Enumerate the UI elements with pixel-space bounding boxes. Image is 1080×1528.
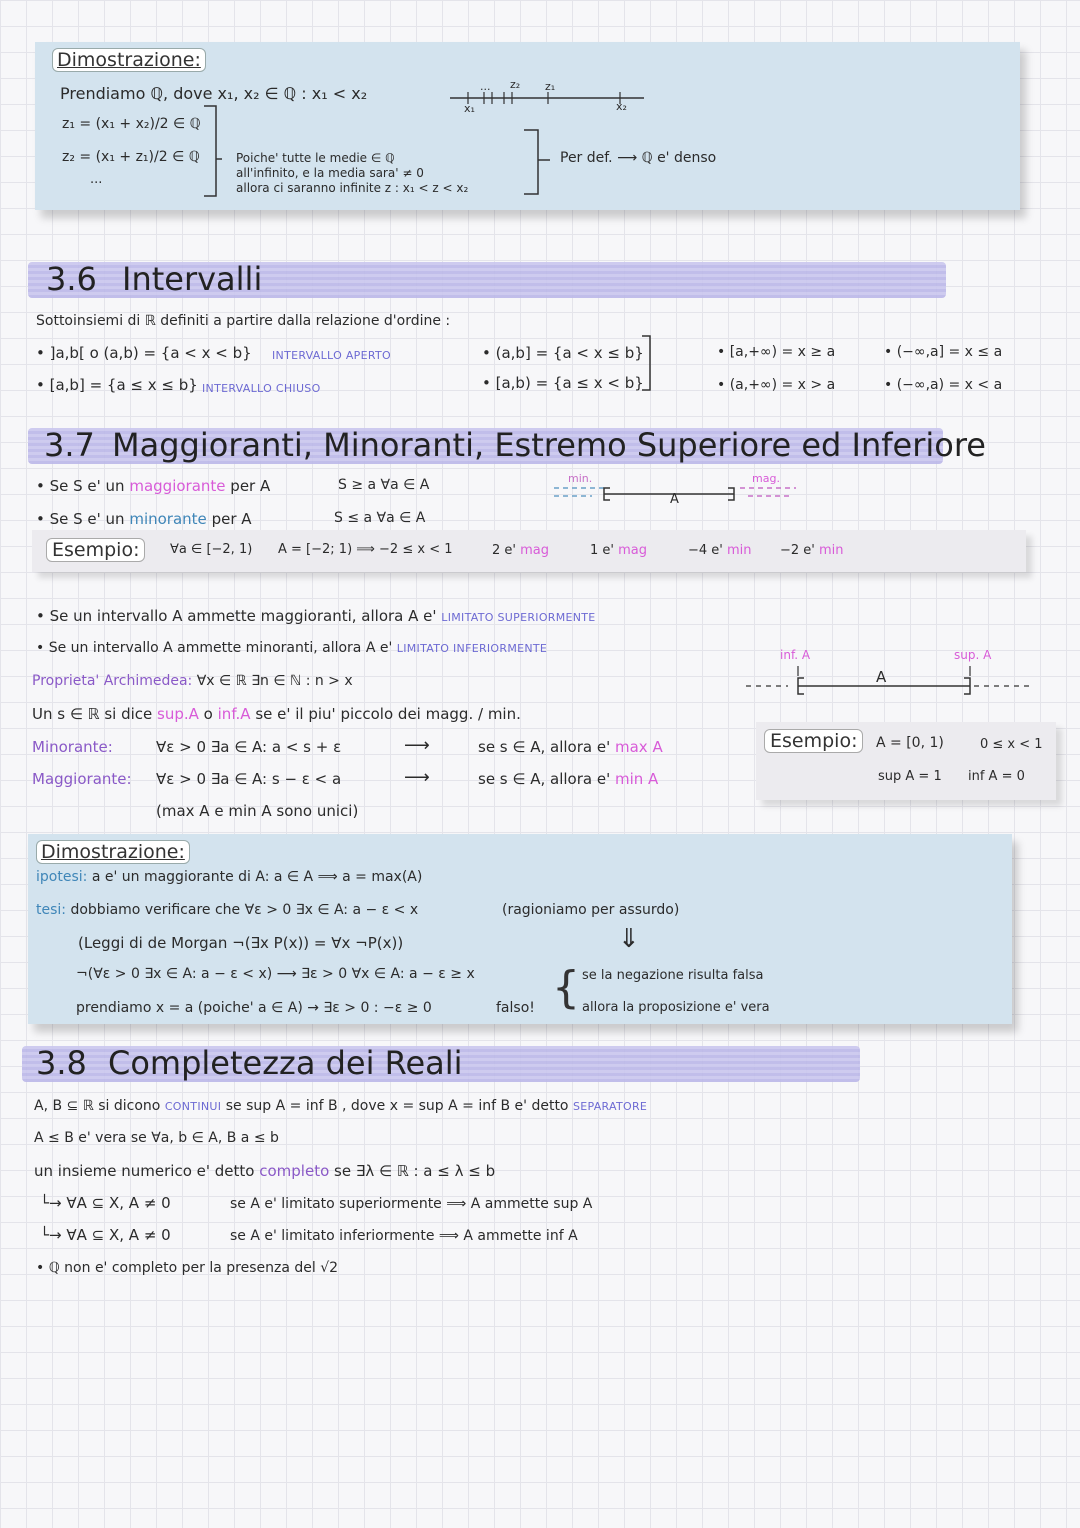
proof-note: allora ci saranno infinite z : x₁ < z < x₂ (236, 181, 469, 195)
text-line: se A e' limitato inferiormente ⟹ A ammette inf A (230, 1228, 578, 1244)
inf-sup-diagram-icon (744, 664, 1034, 700)
text-line: tesi: dobbiamo verificare che ∀ε > 0 ∃x ∈ A: a − ε < x (36, 902, 419, 918)
text-line: • (a,+∞) = x > a (717, 377, 836, 393)
axis-label: x₁ (464, 102, 475, 115)
interval-tag: INTERVALLO CHIUSO (202, 382, 321, 395)
example-text: inf A = 0 (968, 769, 1025, 784)
diagram-label: sup. A (954, 648, 992, 662)
text-line: un insieme numerico e' detto completo se ∃λ ∈ ℝ : a ≤ λ ≤ b (34, 1162, 496, 1180)
example-text: A = [−2; 1) ⟹ −2 ≤ x < 1 (278, 542, 453, 557)
text-line: Un s ∈ ℝ si dice sup.A o inf.A se e' il piu' piccolo dei magg. / min. (32, 705, 521, 723)
text-line: (ragioniamo per assurdo) (502, 902, 680, 918)
axis-label: z₁ (545, 80, 556, 93)
bracket-right-icon (522, 128, 552, 198)
arrow-icon: ⟶ (404, 735, 430, 756)
text-line: • [a,b] = {a ≤ x ≤ b} (36, 376, 198, 394)
text-line: falso! (496, 1000, 535, 1016)
bracket-icon (640, 334, 654, 392)
section-title: Maggioranti, Minoranti, Estremo Superiore ed Inferiore (112, 426, 986, 464)
proof-note: all'infinito, e la media sara' ≠ 0 (236, 166, 424, 180)
minorante-label: Minorante: (32, 738, 113, 756)
text-line: • [a,+∞) = x ≥ a (717, 344, 836, 360)
example-text: ∀a ∈ [−2, 1) (170, 542, 253, 557)
text-line: ∀ε > 0 ∃a ∈ A: a < s + ε (156, 738, 342, 756)
text-line: se s ∈ A, allora e' min A (478, 770, 659, 788)
text-line: └→ ∀A ⊆ X, A ≠ 0 (40, 1226, 171, 1244)
text-line: • ℚ non e' completo per la presenza del √2 (36, 1260, 339, 1276)
example-label: Esempio: (764, 729, 863, 753)
proof-line: Prendiamo ℚ, dove x₁, x₂ ∈ ℚ : x₁ < x₂ (60, 84, 368, 103)
text-line: se la negazione risulta falsa (582, 968, 764, 983)
text-line: se A e' limitato superiormente ⟹ A ammette sup A (230, 1196, 593, 1212)
example-text: A = [0, 1) (876, 735, 944, 751)
bullet-line: • Se S e' un maggiorante per A (36, 477, 271, 495)
text-line: • Se un intervallo A ammette maggioranti, allora A e' LIMITATO SUPERIORMENTE (36, 607, 596, 625)
diagram-label: min. (568, 472, 593, 485)
text-line: Sottoinsiemi di ℝ definiti a partire dalla relazione d'ordine : (36, 313, 451, 329)
example-text: sup A = 1 (878, 769, 942, 784)
brace-icon: { (552, 962, 580, 1013)
section-title: Intervalli (122, 260, 263, 298)
example-text: 0 ≤ x < 1 (980, 737, 1043, 752)
interval-tag: INTERVALLO APERTO (272, 349, 391, 362)
axis-label: ... (480, 80, 491, 93)
section-title: Completezza dei Reali (108, 1044, 463, 1082)
proof-label: Dimostrazione: (52, 48, 206, 72)
section-number: 3.6 (46, 260, 97, 298)
text-line: • Se un intervallo A ammette minoranti, allora A e' LIMITATO INFERIORMENTE (36, 640, 548, 656)
proof-conclusion: Per def. ⟶ ℚ e' denso (560, 150, 717, 166)
text-line: ¬(∀ε > 0 ∃x ∈ A: a − ε < x) ⟶ ∃ε > 0 ∀x ∈ A: a − ε ≥ x (76, 966, 475, 982)
text-line: Proprieta' Archimedea: ∀x ∈ ℝ ∃n ∈ ℕ : n > x (32, 673, 353, 689)
text-line: se s ∈ A, allora e' max A (478, 738, 663, 756)
diagram-label: A (670, 492, 679, 507)
diagram-label: mag. (752, 472, 780, 485)
example-text: 2 e' mag (492, 543, 550, 558)
text-line: ipotesi: a e' un maggiorante di A: a ∈ A ⟹ a = max(A) (36, 869, 423, 885)
text-line: • (−∞,a) = x < a (884, 377, 1003, 393)
text-line: allora la proposizione e' vera (582, 1000, 770, 1015)
maggiorante-label: Maggiorante: (32, 770, 132, 788)
bullet-line: • Se S e' un minorante per A (36, 510, 252, 528)
proof-dots: ... (90, 172, 103, 187)
section-number: 3.8 (36, 1044, 87, 1082)
example-label: Esempio: (46, 538, 145, 562)
text-line: • (−∞,a] = x ≤ a (884, 344, 1003, 360)
proof-z1: z₁ = (x₁ + x₂)/2 ∈ ℚ (62, 116, 201, 132)
bullet-cond: S ≤ a ∀a ∈ A (334, 510, 426, 526)
text-line: (Leggi di de Morgan ¬(∃x P(x)) = ∀x ¬P(x)) (78, 934, 404, 952)
proof-z2: z₂ = (x₁ + z₁)/2 ∈ ℚ (62, 149, 200, 165)
text-line: • (a,b] = {a < x ≤ b} (482, 344, 644, 362)
text-line: ∀ε > 0 ∃a ∈ A: s − ε < a (156, 770, 342, 788)
proof-note: Poiche' tutte le medie ∈ ℚ (236, 151, 395, 165)
text-line: prendiamo x = a (poiche' a ∈ A) → ∃ε > 0 : −ε ≥ 0 (76, 1000, 432, 1016)
example-text: −4 e' min (688, 543, 752, 558)
text-line: A, B ⊆ ℝ si dicono CONTINUI se sup A = inf B , dove x = sup A = inf B e' detto SEPARATORE (34, 1098, 648, 1114)
example-text: −2 e' min (780, 543, 844, 558)
axis-label: x₂ (616, 100, 627, 113)
text-line: (max A e min A sono unici) (156, 802, 359, 820)
proof-label: Dimostrazione: (36, 840, 190, 864)
text-line: A ≤ B e' vera se ∀a, b ∈ A, B a ≤ b (34, 1130, 279, 1146)
axis-label: z₂ (510, 78, 521, 91)
bracket-left-icon (202, 104, 222, 199)
text-line: └→ ∀A ⊆ X, A ≠ 0 (40, 1194, 171, 1212)
diagram-label: A (876, 668, 887, 686)
bullet-cond: S ≥ a ∀a ∈ A (338, 477, 430, 493)
down-arrow-icon: ⇓ (618, 924, 640, 954)
text-line: • [a,b) = {a ≤ x < b} (482, 374, 644, 392)
arrow-icon: ⟶ (404, 767, 430, 788)
text-line: • ]a,b[ o (a,b) = {a < x < b} (36, 344, 252, 362)
diagram-label: inf. A (780, 648, 811, 662)
example-text: 1 e' mag (590, 543, 648, 558)
section-number: 3.7 (44, 426, 95, 464)
